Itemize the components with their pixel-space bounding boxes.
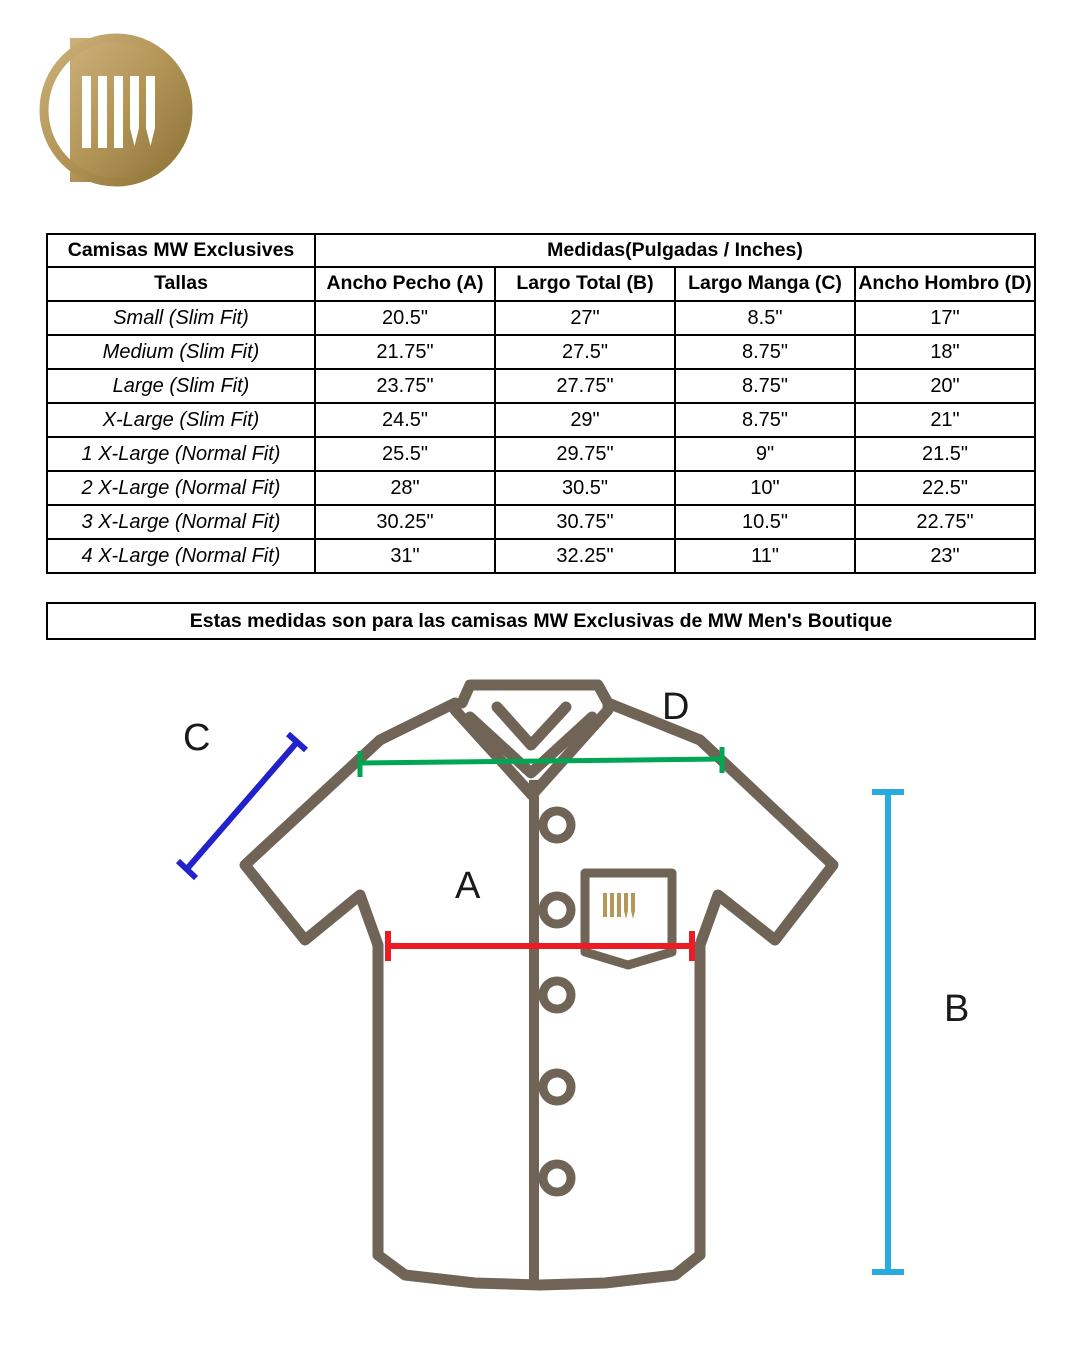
cell-sleeve: 8.75" — [675, 335, 855, 369]
cell-size: 2 X-Large (Normal Fit) — [47, 471, 315, 505]
cell-length: 27.75" — [495, 369, 675, 403]
cell-sleeve: 8.5" — [675, 301, 855, 335]
table-row — [47, 335, 1035, 369]
cell-length: 30.5" — [495, 471, 675, 505]
cell-sleeve: 8.75" — [675, 403, 855, 437]
col-chest: Ancho Pecho (A) — [315, 267, 495, 300]
cell-size: 4 X-Large (Normal Fit) — [47, 539, 315, 573]
cell-chest: 31" — [315, 539, 495, 573]
label-length-b: B — [944, 988, 970, 1030]
cell-length: 27.5" — [495, 335, 675, 369]
shirt-diagram-svg — [0, 655, 1080, 1350]
mw-logo — [34, 30, 194, 190]
note-text: Estas medidas son para las camisas MW Exclusivas de MW Men's Boutique — [189, 609, 893, 632]
cell-size: Medium (Slim Fit) — [47, 335, 315, 369]
length-measure-line — [872, 792, 904, 1272]
cell-shoulder: 18" — [855, 335, 1035, 369]
cell-chest: 21.75" — [315, 335, 495, 369]
table-header-row — [47, 234, 1035, 267]
cell-chest: 28" — [315, 471, 495, 505]
table-row — [47, 505, 1035, 539]
cell-sleeve: 11" — [675, 539, 855, 573]
label-sleeve-c: C — [183, 717, 211, 759]
note-bar — [46, 602, 1036, 640]
shirt-diagram — [0, 655, 1080, 1350]
cell-sleeve: 9" — [675, 437, 855, 471]
shirt-pocket — [585, 873, 672, 965]
shoulder-measure-line — [360, 747, 722, 777]
table-row — [47, 403, 1035, 437]
table-header-measures: Medidas(Pulgadas / Inches) — [315, 234, 1035, 267]
cell-size: X-Large (Slim Fit) — [47, 403, 315, 437]
cell-chest: 20.5" — [315, 301, 495, 335]
cell-sleeve: 8.75" — [675, 369, 855, 403]
cell-shoulder: 21" — [855, 403, 1035, 437]
col-sleeve: Largo Manga (C) — [675, 267, 855, 300]
table-row — [47, 539, 1035, 573]
cell-size: 3 X-Large (Normal Fit) — [47, 505, 315, 539]
label-shoulder-d: D — [662, 686, 690, 728]
table-row — [47, 471, 1035, 505]
col-length: Largo Total (B) — [495, 267, 675, 300]
cell-shoulder: 23" — [855, 539, 1035, 573]
cell-shoulder: 17" — [855, 301, 1035, 335]
mw-logo-icon — [34, 30, 194, 190]
shirt-buttons — [543, 811, 571, 1192]
cell-size: 1 X-Large (Normal Fit) — [47, 437, 315, 471]
cell-shoulder: 22.75" — [855, 505, 1035, 539]
cell-sleeve: 10" — [675, 471, 855, 505]
table-row — [47, 369, 1035, 403]
cell-sleeve: 10.5" — [675, 505, 855, 539]
cell-chest: 24.5" — [315, 403, 495, 437]
table-row — [47, 301, 1035, 335]
cell-shoulder: 20" — [855, 369, 1035, 403]
table-row — [47, 437, 1035, 471]
cell-chest: 23.75" — [315, 369, 495, 403]
cell-length: 32.25" — [495, 539, 675, 573]
table-column-row — [47, 267, 1035, 300]
pocket-logo-icon — [603, 893, 635, 919]
cell-size: Large (Slim Fit) — [47, 369, 315, 403]
cell-shoulder: 22.5" — [855, 471, 1035, 505]
cell-chest: 25.5" — [315, 437, 495, 471]
cell-length: 27" — [495, 301, 675, 335]
col-shoulder: Ancho Hombro (D) — [855, 267, 1035, 300]
cell-size: Small (Slim Fit) — [47, 301, 315, 335]
cell-chest: 30.25" — [315, 505, 495, 539]
cell-shoulder: 21.5" — [855, 437, 1035, 471]
col-sizes: Tallas — [47, 267, 315, 300]
cell-length: 30.75" — [495, 505, 675, 539]
table-header-brand: Camisas MW Exclusives — [47, 234, 315, 267]
label-chest-a: A — [455, 865, 481, 907]
cell-length: 29.75" — [495, 437, 675, 471]
cell-length: 29" — [495, 403, 675, 437]
size-table — [46, 233, 1036, 574]
